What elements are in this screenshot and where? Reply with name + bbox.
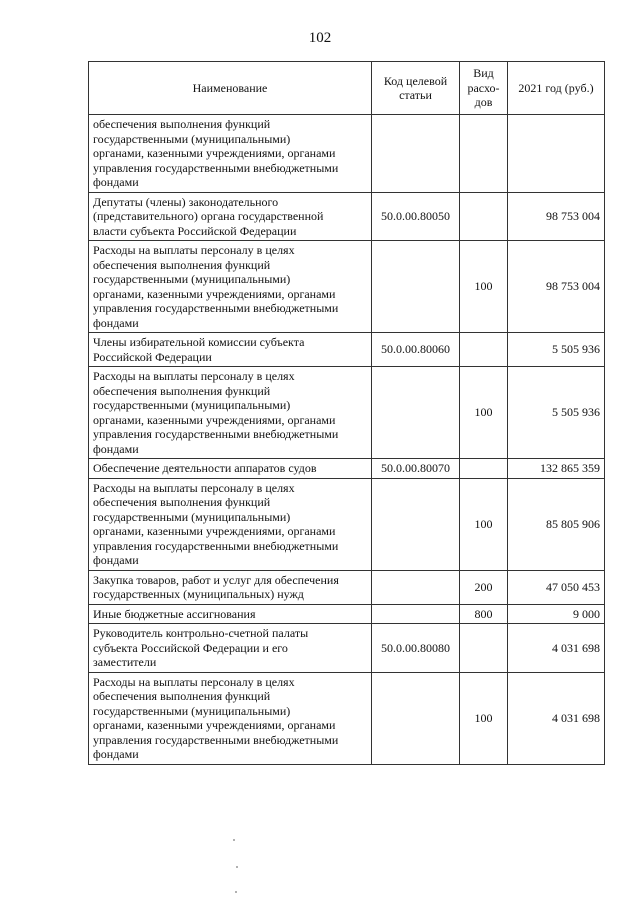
budget-table — [88, 61, 605, 765]
header-kind: Вид расхо-дов — [460, 62, 508, 115]
cell-kind — [460, 624, 508, 673]
cell-name — [89, 192, 372, 241]
cell-name — [89, 624, 372, 673]
header-code: Код целевой статьи — [372, 62, 460, 115]
cell-name-line: обеспечения выполнения функций — [93, 117, 271, 131]
cell-name-line: государственными (муниципальными) — [93, 509, 291, 524]
table-row — [89, 241, 605, 333]
cell-kind — [460, 115, 508, 193]
cell-name-line: управления государственными внебюджетными — [93, 427, 339, 441]
table-row — [89, 367, 605, 459]
table-row — [89, 333, 605, 367]
cell-code — [372, 115, 460, 193]
cell-name-line: (представительного) органа государственной — [93, 209, 324, 223]
cell-code — [372, 570, 460, 604]
cell-kind: 100 — [460, 672, 508, 764]
cell-amount: 98 753 004 — [508, 192, 605, 241]
cell-name-line: государственными (муниципальными) — [93, 272, 291, 286]
cell-amount: 4 031 698 — [508, 672, 605, 764]
cell-name — [89, 570, 372, 604]
cell-kind: 100 — [460, 367, 508, 459]
cell-name — [89, 604, 372, 624]
cell-name-line: Руководитель контрольно-счетной палаты — [93, 626, 309, 640]
scan-speck — [235, 891, 237, 893]
cell-name — [89, 478, 372, 570]
table-row — [89, 672, 605, 764]
cell-kind: 100 — [460, 241, 508, 333]
table-row — [89, 570, 605, 604]
cell-amount: 98 753 004 — [508, 241, 605, 333]
table-body — [89, 115, 605, 765]
table-row — [89, 192, 605, 241]
cell-amount — [508, 115, 605, 193]
cell-name-line: фондами — [93, 747, 139, 761]
cell-name-line: государственных (муниципальных) нужд — [93, 587, 304, 601]
cell-code — [372, 604, 460, 624]
cell-name-line: государственными (муниципальными) — [93, 398, 291, 412]
cell-name-line: управления государственными внебюджетными — [93, 732, 339, 747]
cell-name-line: заместители — [93, 655, 157, 669]
cell-name-line: обеспечения выполнения функций — [93, 495, 271, 509]
cell-name-line: Расходы на выплаты персоналу в целях — [93, 243, 295, 257]
table-row — [89, 624, 605, 673]
cell-amount: 4 031 698 — [508, 624, 605, 673]
cell-name-line: Обеспечение деятельности аппаратов судов — [93, 461, 317, 475]
cell-name-line: государственными (муниципальными) — [93, 703, 291, 718]
cell-name — [89, 115, 372, 193]
cell-name-line: органами, казенными учреждениями, органами — [93, 718, 336, 732]
cell-name-line: власти субъекта Российской Федерации — [93, 223, 297, 238]
cell-code — [372, 241, 460, 333]
scan-speck — [233, 839, 235, 841]
cell-name-line: фондами — [93, 175, 139, 189]
cell-name-line: субъекта Российской Федерации и его — [93, 640, 288, 655]
cell-kind — [460, 459, 508, 479]
cell-code — [372, 367, 460, 459]
cell-name-line: органами, казенными учреждениями, органами — [93, 524, 336, 538]
table-row — [89, 478, 605, 570]
cell-name-line: обеспечения выполнения функций — [93, 257, 271, 272]
cell-name-line: фондами — [93, 553, 139, 567]
cell-name-line: Российской Федерации — [93, 349, 212, 364]
scan-speck — [236, 866, 238, 868]
cell-name-line: управления государственными внебюджетными — [93, 538, 339, 553]
cell-name — [89, 672, 372, 764]
cell-name-line: государственными (муниципальными) — [93, 131, 291, 146]
table-row — [89, 604, 605, 624]
page-number: 102 — [308, 30, 332, 46]
table-row — [89, 115, 605, 193]
cell-name-line: управления государственными внебюджетными — [93, 160, 339, 175]
cell-amount: 9 000 — [508, 604, 605, 624]
cell-code: 50.0.00.80070 — [372, 459, 460, 479]
cell-name-line: Депутаты (члены) законодательного — [93, 194, 279, 209]
cell-name-line: Расходы на выплаты персоналу в целях — [93, 674, 295, 689]
cell-name-line: управления государственными внебюджетными — [93, 301, 339, 315]
cell-name-line: Расходы на выплаты персоналу в целях — [93, 480, 295, 495]
table-header-row — [89, 62, 605, 115]
cell-name — [89, 333, 372, 367]
cell-name-line: Расходы на выплаты персоналу в целях — [93, 369, 295, 383]
cell-name-line: Закупка товаров, работ и услуг для обеспечения — [93, 572, 339, 587]
cell-name-line: органами, казенными учреждениями, органами — [93, 146, 336, 160]
cell-name-line: фондами — [93, 315, 139, 330]
table-row — [89, 459, 605, 479]
cell-name — [89, 367, 372, 459]
cell-kind: 100 — [460, 478, 508, 570]
cell-name-line: Члены избирательной комиссии субъекта — [93, 335, 305, 349]
cell-kind: 800 — [460, 604, 508, 624]
cell-name-line: фондами — [93, 441, 139, 456]
cell-kind: 200 — [460, 570, 508, 604]
header-year: 2021 год (руб.) — [508, 62, 605, 115]
cell-amount: 47 050 453 — [508, 570, 605, 604]
cell-kind — [460, 192, 508, 241]
cell-name — [89, 241, 372, 333]
cell-name-line: органами, казенными учреждениями, органами — [93, 286, 336, 301]
cell-code: 50.0.00.80080 — [372, 624, 460, 673]
cell-amount: 132 865 359 — [508, 459, 605, 479]
header-name: Наименование — [89, 62, 372, 115]
cell-amount: 85 805 906 — [508, 478, 605, 570]
cell-code — [372, 672, 460, 764]
cell-kind — [460, 333, 508, 367]
cell-name-line: обеспечения выполнения функций — [93, 689, 271, 703]
cell-name-line: Иные бюджетные ассигнования — [93, 606, 256, 621]
cell-name-line: обеспечения выполнения функций — [93, 383, 271, 398]
cell-code — [372, 478, 460, 570]
cell-name — [89, 459, 372, 479]
cell-amount: 5 505 936 — [508, 333, 605, 367]
cell-amount: 5 505 936 — [508, 367, 605, 459]
cell-name-line: органами, казенными учреждениями, органами — [93, 412, 336, 427]
cell-code: 50.0.00.80050 — [372, 192, 460, 241]
cell-code: 50.0.00.80060 — [372, 333, 460, 367]
